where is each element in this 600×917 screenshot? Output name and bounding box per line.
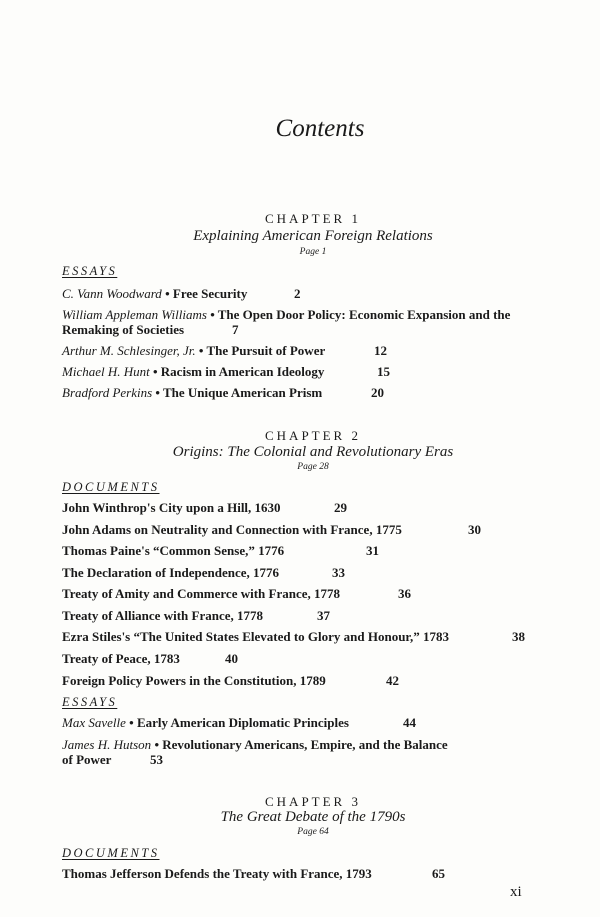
chapter-page: Page 1 (299, 247, 327, 257)
page-number: 40 (225, 651, 238, 666)
page-number: 15 (377, 364, 390, 379)
page-number: 7 (232, 322, 239, 337)
toc-entry: Thomas Paine's “Common Sense,” 1776 (62, 543, 285, 558)
toc-entry: Treaty of Amity and Commerce with France, 1778 (62, 586, 341, 601)
page-number: 36 (398, 586, 411, 601)
toc-entry: The Declaration of Independence, 1776 (62, 565, 280, 580)
page-number: 44 (403, 715, 416, 730)
toc-entry: Michael H. Hunt • Racism in American Ideology (62, 364, 325, 379)
section-heading-essays: ESSAYS (62, 264, 118, 278)
toc-entry: Bradford Perkins • The Unique American Prism (62, 385, 323, 400)
toc-entry: Ezra Stiles's “The United States Elevated to Glory and Honour,” 1783 (62, 629, 450, 644)
page-number: 29 (334, 500, 347, 515)
chapter-subtitle: Origins: The Colonial and Revolutionary Eras (172, 444, 454, 460)
toc-entry: John Winthrop's City upon a Hill, 1630 (62, 500, 281, 515)
page-number: 30 (468, 522, 481, 537)
toc-entry: Thomas Jefferson Defends the Treaty with France, 1793 (62, 866, 372, 881)
chapter-label: CHAPTER 1 (265, 211, 361, 226)
chapter-label: CHAPTER 2 (265, 428, 361, 443)
chapter-subtitle: Explaining American Foreign Relations (193, 228, 433, 244)
page-title: Contents (275, 115, 365, 142)
page-number: 53 (150, 752, 163, 767)
section-heading-essays: ESSAYS (62, 695, 118, 709)
toc-entry: John Adams on Neutrality and Connection with France, 1775 (62, 522, 402, 537)
section-heading-documents: DOCUMENTS (62, 480, 160, 494)
page-number: 37 (317, 608, 330, 623)
toc-entry: Max Savelle • Early American Diplomatic Principles (62, 715, 349, 730)
chapter-label: CHAPTER 3 (265, 794, 361, 809)
page-number: 31 (366, 543, 379, 558)
chapter-subtitle: The Great Debate of the 1790s (220, 809, 406, 825)
page-number: 65 (432, 866, 445, 881)
toc-entry: Treaty of Alliance with France, 1778 (62, 608, 263, 623)
toc-entry: Arthur M. Schlesinger, Jr. • The Pursuit of Power (62, 343, 326, 358)
toc-entry: William Appleman Williams • The Open Door Policy: Economic Expansion and the Remaking of Societies (62, 307, 511, 337)
page-number: 12 (374, 343, 387, 358)
page-number: 38 (512, 629, 525, 644)
section-heading-documents: DOCUMENTS (62, 846, 160, 860)
page-number: 20 (371, 385, 384, 400)
page-number: 2 (294, 286, 301, 301)
chapter-page: Page 28 (297, 462, 329, 472)
page-number: 42 (386, 673, 399, 688)
toc-entry: C. Vann Woodward • Free Security (62, 286, 248, 301)
toc-entry: Foreign Policy Powers in the Constitution, 1789 (62, 673, 326, 688)
toc-entry: James H. Hutson • Revolutionary Americans, Empire, and the Balance of Power (62, 737, 448, 767)
folio-page-number: xi (510, 884, 522, 900)
chapter-page: Page 64 (297, 827, 329, 837)
page-number: 33 (332, 565, 345, 580)
toc-entry: Treaty of Peace, 1783 (62, 651, 180, 666)
